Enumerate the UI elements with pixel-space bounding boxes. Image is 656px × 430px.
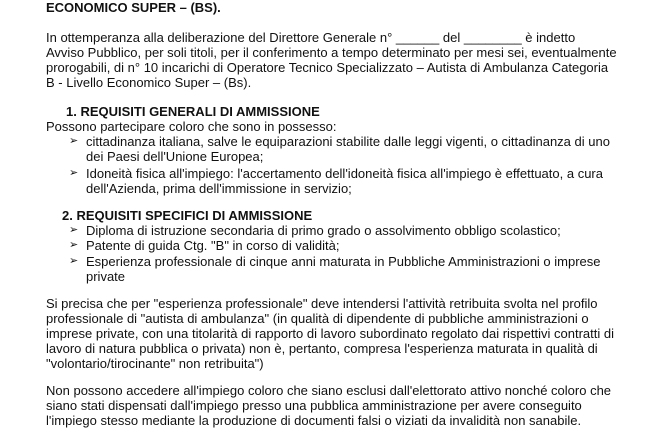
paragraph-line: lavoro di natura pubblica o privata) non è, pertanto, compresa l'esperienza maturata in qualità di <box>46 341 598 356</box>
intro-line: Avviso Pubblico, per soli titoli, per il conferimento a tempo determinato per mesi sei, eventualmente <box>46 45 617 60</box>
list-item-line: Esperienza professionale di cinque anni maturata in Pubbliche Amministrazioni o imprese <box>86 254 601 269</box>
list-item-line: Diploma di istruzione secondaria di primo grado o assolvimento obbligo scolastico; <box>86 223 561 238</box>
intro-line: prorogabili, di n° 10 incarichi di Operatore Tecnico Specializzato – Autista di Ambulanza Categoria <box>46 60 609 75</box>
arrow-bullet-icon: ➢ <box>69 239 79 251</box>
list-item-line: private <box>86 269 126 284</box>
paragraph-line: professionale di "autista di ambulanza" (in qualità di dipendente di pubbliche amministrazioni o <box>46 311 589 326</box>
arrow-bullet-icon: ➢ <box>69 255 79 267</box>
paragraph-line: Si precisa che per "esperienza professionale" deve intendersi l'attività retribuita svolta nel profilo <box>46 296 598 311</box>
arrow-bullet-icon: ➢ <box>69 167 79 179</box>
arrow-bullet-icon: ➢ <box>69 224 79 236</box>
intro-line: In ottemperanza alla deliberazione del Direttore Generale n° ______ del ________ è indetto <box>46 30 576 45</box>
arrow-bullet-icon: ➢ <box>69 135 79 147</box>
paragraph-line: imprese private, con una titolarità di rapporto di lavoro subordinato regolato dai rispettivi contratti di <box>46 326 614 341</box>
section-heading: 1. REQUISITI GENERALI DI AMMISSIONE <box>66 104 320 119</box>
list-item-line: dell'Azienda, prima dell'immissione in servizio; <box>86 181 352 196</box>
header-title: ECONOMICO SUPER – (BS). <box>46 0 221 15</box>
list-item-line: Patente di guida Ctg. "B" in corso di validità; <box>86 238 340 253</box>
intro-line: B - Livello Economico Super – (Bs). <box>46 75 252 90</box>
paragraph-line: l'impiego stesso mediante la produzione di documenti falsi o viziati da invalidità non sanabile. <box>46 413 582 428</box>
paragraph-line: "volontario/tirocinante" non retribuita") <box>46 356 264 371</box>
paragraph-line: siano stati dispensati dall'impiego presso una pubblica amministrazione per avere conseguito <box>46 398 582 413</box>
paragraph-line: Non possono accedere all'impiego coloro che siano esclusi dall'elettorato attivo nonché coloro che <box>46 383 612 398</box>
list-item-line: cittadinanza italiana, salve le equiparazioni stabilite dalle leggi vigenti, o cittadinanza di uno <box>86 134 610 149</box>
section-lead: Possono partecipare coloro che sono in possesso: <box>46 119 337 134</box>
section-heading: 2. REQUISITI SPECIFICI DI AMMISSIONE <box>62 208 313 223</box>
list-item-line: dei Paesi dell'Unione Europea; <box>86 149 264 164</box>
list-item-line: Idoneità fisica all'impiego: l'accertamento dell'idoneità fisica all'impiego è effettuato, a cura <box>86 166 603 181</box>
